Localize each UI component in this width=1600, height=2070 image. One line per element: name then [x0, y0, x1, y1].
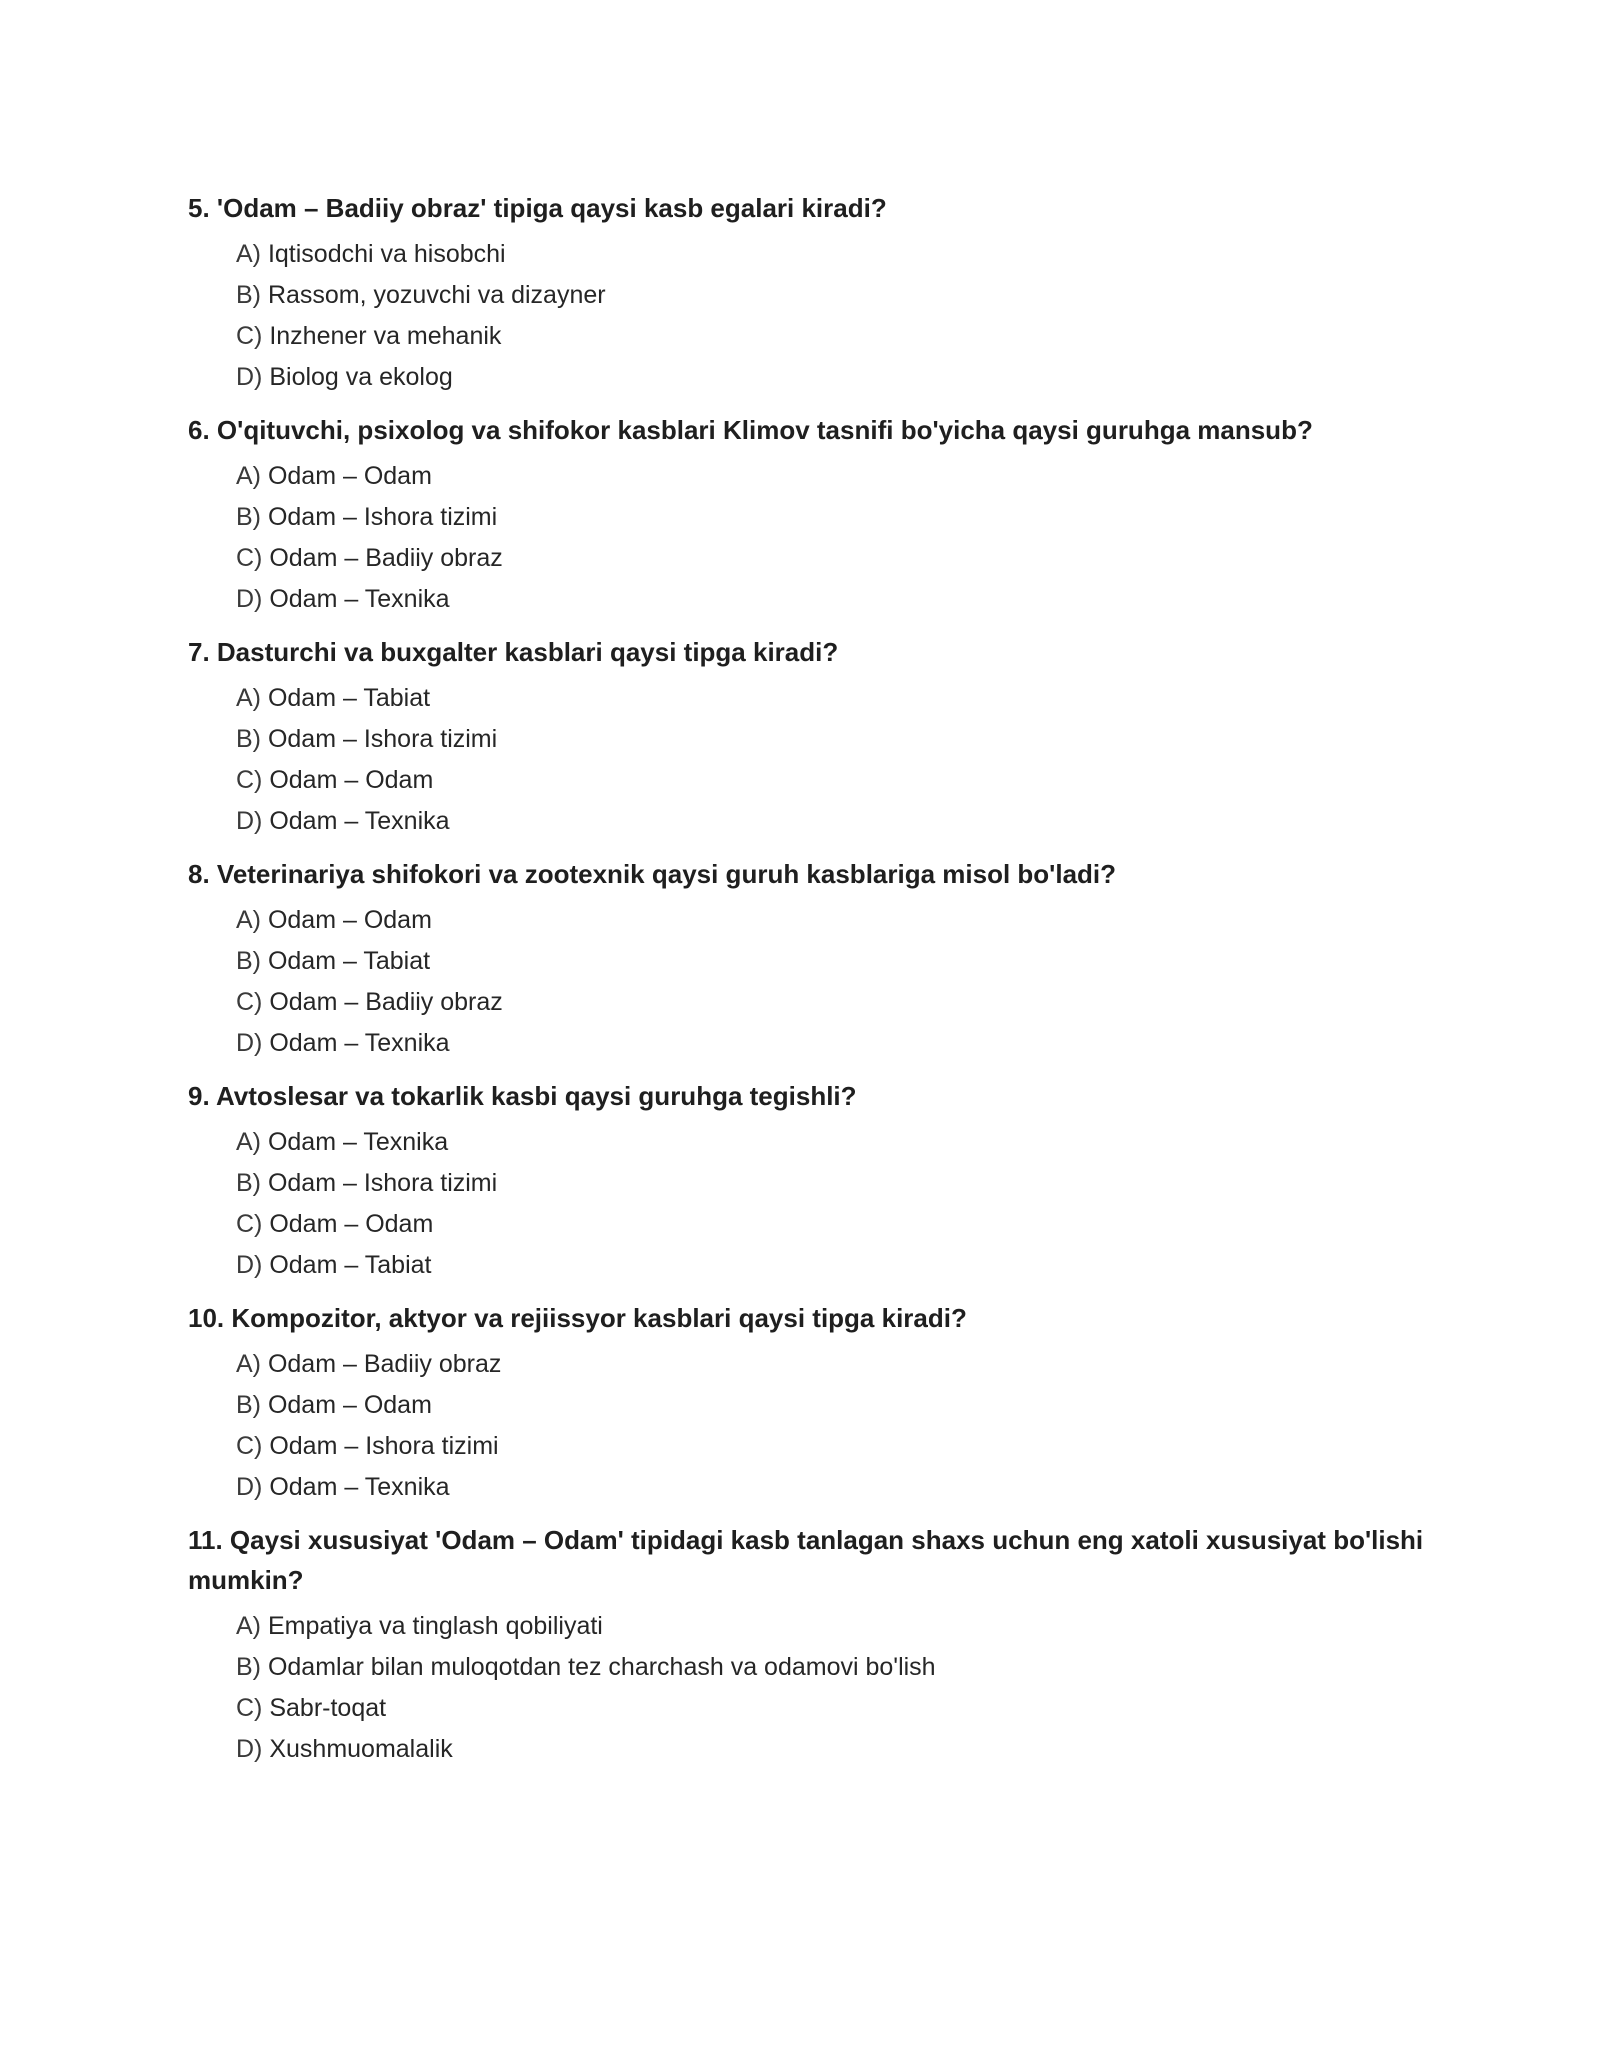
option-letter: C) [236, 988, 263, 1016]
option-letter: C) [236, 544, 263, 572]
option-text: Odam – Badiiy obraz [261, 1350, 502, 1378]
option-text: Odam – Texnika [262, 1029, 450, 1057]
answer-options [188, 1122, 1428, 1286]
question-text: 9. Avtoslesar va tokarlik kasbi qaysi guruhga tegishli? [188, 1081, 857, 1111]
option-text: Odam – Ishora tizimi [261, 503, 498, 531]
option-letter: A) [236, 1612, 261, 1640]
option-letter: C) [236, 1210, 263, 1238]
option-letter: D) [236, 1029, 263, 1057]
option-text: Sabr-toqat [262, 1694, 387, 1722]
option-text: Odam – Odam [261, 1391, 432, 1419]
answer-option-b [236, 1647, 1428, 1688]
document-page [188, 188, 1428, 1782]
option-letter: B) [236, 725, 261, 753]
answer-options [188, 900, 1428, 1064]
option-text: Odam – Texnika [262, 1473, 450, 1501]
answer-option-a [236, 1122, 1428, 1163]
option-letter: A) [236, 684, 261, 712]
question-7 [188, 632, 1428, 842]
option-letter: C) [236, 1694, 263, 1722]
option-letter: B) [236, 1169, 261, 1197]
option-text: Odam – Odam [261, 462, 432, 490]
option-text: Odam – Odam [262, 766, 434, 794]
option-letter: D) [236, 1735, 263, 1763]
answer-option-a [236, 456, 1428, 497]
option-text: Odam – Odam [261, 906, 432, 934]
question-6 [188, 410, 1428, 620]
option-text: Odam – Tabiat [261, 947, 431, 975]
answer-option-c [236, 760, 1428, 801]
option-letter: A) [236, 1128, 261, 1156]
question-9 [188, 1076, 1428, 1286]
question-10 [188, 1298, 1428, 1508]
answer-option-b [236, 1385, 1428, 1426]
option-text: Odam – Badiiy obraz [262, 544, 503, 572]
option-text: Odam – Ishora tizimi [262, 1432, 499, 1460]
option-text: Odam – Ishora tizimi [261, 1169, 498, 1197]
option-letter: C) [236, 766, 263, 794]
option-letter: D) [236, 1473, 263, 1501]
option-letter: A) [236, 1350, 261, 1378]
option-text: Xushmuomalalik [262, 1735, 453, 1763]
answer-option-c [236, 316, 1428, 357]
answer-option-d [236, 801, 1428, 842]
option-text: Odam – Texnika [262, 807, 450, 835]
answer-option-d [236, 579, 1428, 620]
option-letter: D) [236, 363, 263, 391]
option-text: Iqtisodchi va hisobchi [261, 240, 506, 268]
answer-option-c [236, 1204, 1428, 1245]
option-text: Rassom, yozuvchi va dizayner [261, 281, 606, 309]
option-letter: C) [236, 1432, 263, 1460]
answer-option-b [236, 1163, 1428, 1204]
answer-option-a [236, 234, 1428, 275]
answer-options [188, 234, 1428, 398]
answer-option-c [236, 538, 1428, 579]
option-letter: B) [236, 503, 261, 531]
answer-option-d [236, 1245, 1428, 1286]
question-5 [188, 188, 1428, 398]
answer-option-b [236, 941, 1428, 982]
question-text: 7. Dasturchi va buxgalter kasblari qaysi tipga kiradi? [188, 637, 839, 667]
question-8 [188, 854, 1428, 1064]
answer-option-c [236, 982, 1428, 1023]
option-letter: B) [236, 947, 261, 975]
answer-option-d [236, 357, 1428, 398]
option-letter: B) [236, 1653, 261, 1681]
answer-option-c [236, 1688, 1428, 1729]
option-letter: B) [236, 281, 261, 309]
question-text: 11. Qaysi xususiyat 'Odam – Odam' tipidagi kasb tanlagan shaxs uchun eng xatoli xususiyat bo'lishi mumkin? [188, 1525, 1424, 1595]
option-text: Odam – Badiiy obraz [262, 988, 503, 1016]
answer-option-b [236, 275, 1428, 316]
question-text: 8. Veterinariya shifokori va zootexnik qaysi guruh kasblariga misol bo'ladi? [188, 859, 1117, 889]
option-letter: D) [236, 585, 263, 613]
answer-options [188, 1344, 1428, 1508]
option-letter: A) [236, 906, 261, 934]
answer-option-a [236, 1344, 1428, 1385]
option-letter: D) [236, 1251, 263, 1279]
option-text: Odamlar bilan muloqotdan tez charchash va odamovi bo'lish [261, 1653, 936, 1681]
option-text: Empatiya va tinglash qobiliyati [261, 1612, 603, 1640]
option-text: Biolog va ekolog [262, 363, 453, 391]
option-text: Odam – Texnika [261, 1128, 449, 1156]
option-text: Odam – Ishora tizimi [261, 725, 498, 753]
answer-option-a [236, 1606, 1428, 1647]
option-letter: B) [236, 1391, 261, 1419]
option-letter: A) [236, 240, 261, 268]
answer-option-d [236, 1729, 1428, 1770]
question-text: 5. 'Odam – Badiiy obraz' tipiga qaysi kasb egalari kiradi? [188, 193, 887, 223]
answer-option-a [236, 900, 1428, 941]
option-text: Odam – Tabiat [261, 684, 431, 712]
answer-options [188, 678, 1428, 842]
answer-option-b [236, 497, 1428, 538]
option-letter: C) [236, 322, 263, 350]
answer-option-a [236, 678, 1428, 719]
answer-option-d [236, 1023, 1428, 1064]
question-text: 10. Kompozitor, aktyor va rejiissyor kasblari qaysi tipga kiradi? [188, 1303, 967, 1333]
answer-option-d [236, 1467, 1428, 1508]
option-text: Odam – Tabiat [262, 1251, 432, 1279]
question-11 [188, 1520, 1428, 1770]
option-text: Inzhener va mehanik [262, 322, 502, 350]
answer-options [188, 456, 1428, 620]
answer-option-b [236, 719, 1428, 760]
option-letter: A) [236, 462, 261, 490]
option-letter: D) [236, 807, 263, 835]
answer-option-c [236, 1426, 1428, 1467]
option-text: Odam – Odam [262, 1210, 434, 1238]
option-text: Odam – Texnika [262, 585, 450, 613]
question-text: 6. O'qituvchi, psixolog va shifokor kasblari Klimov tasnifi bo'yicha qaysi guruhga mansub? [188, 415, 1313, 445]
answer-options [188, 1606, 1428, 1770]
